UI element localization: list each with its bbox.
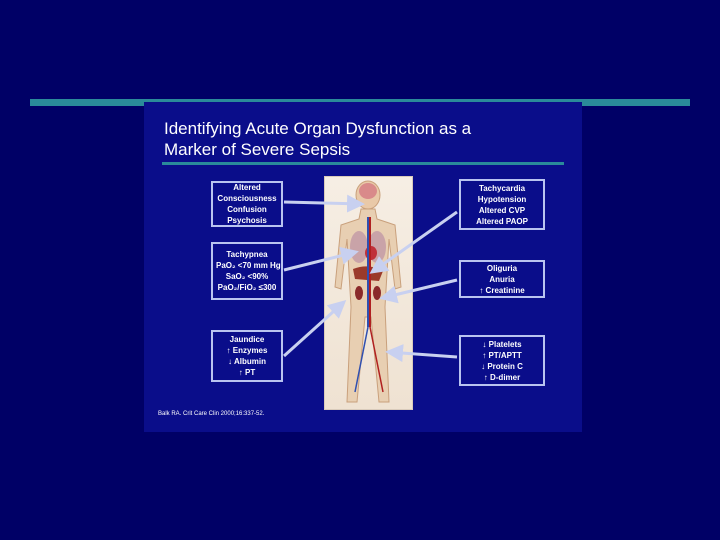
neuro-line: Altered [233, 183, 261, 192]
arrow-hematologic [388, 352, 457, 357]
renal-line: Oliguria [486, 263, 518, 273]
respiratory-line: PaO₂/FiO₂ ≤300 [217, 283, 277, 292]
arrow-neuro [284, 202, 362, 204]
cardiovascular-line: Altered CVP [478, 205, 526, 215]
respiratory-line: SaO₂ <90% [225, 272, 269, 281]
arrows-layer [144, 102, 582, 432]
respiratory-line: PaO₂ <70 mm Hg [216, 261, 281, 270]
hematologic-line: ↑ D-dimer [483, 372, 521, 382]
cardiovascular-line: Altered PAOP [476, 216, 528, 226]
hepatic-line: ↑ Enzymes [226, 346, 268, 355]
arrow-respiratory [284, 252, 356, 270]
neuro-line: Psychosis [227, 216, 267, 225]
respiratory-line: Tachypnea [226, 250, 268, 259]
slide-panel [144, 102, 582, 432]
hepatic-line: Jaundice [229, 335, 265, 344]
title-line-2: Marker of Severe Sepsis [164, 140, 351, 159]
arrow-cardiovascular [372, 212, 457, 272]
hematologic-line: ↑ PT/APTT [482, 350, 522, 360]
hematologic-line: ↓ Protein C [481, 361, 523, 371]
hematologic-line: ↓ Platelets [482, 339, 522, 349]
hepatic-line: ↓ Albumin [228, 357, 266, 366]
title-line-1: Identifying Acute Organ Dysfunction as a [164, 119, 472, 138]
hepatic-line: ↑ PT [238, 368, 256, 377]
cardiovascular-line: Hypotension [477, 194, 527, 204]
neuro-line: Consciousness [217, 194, 277, 203]
neuro-line: Confusion [227, 205, 267, 214]
renal-line: ↑ Creatinine [479, 285, 525, 295]
cardiovascular-line: Tachycardia [478, 183, 526, 193]
renal-line: Anuria [489, 274, 515, 284]
arrow-renal [382, 280, 457, 298]
arrow-hepatic [284, 302, 344, 356]
citation: Balk RA. Crit Care Clin 2000;16:337-52. [158, 411, 265, 417]
